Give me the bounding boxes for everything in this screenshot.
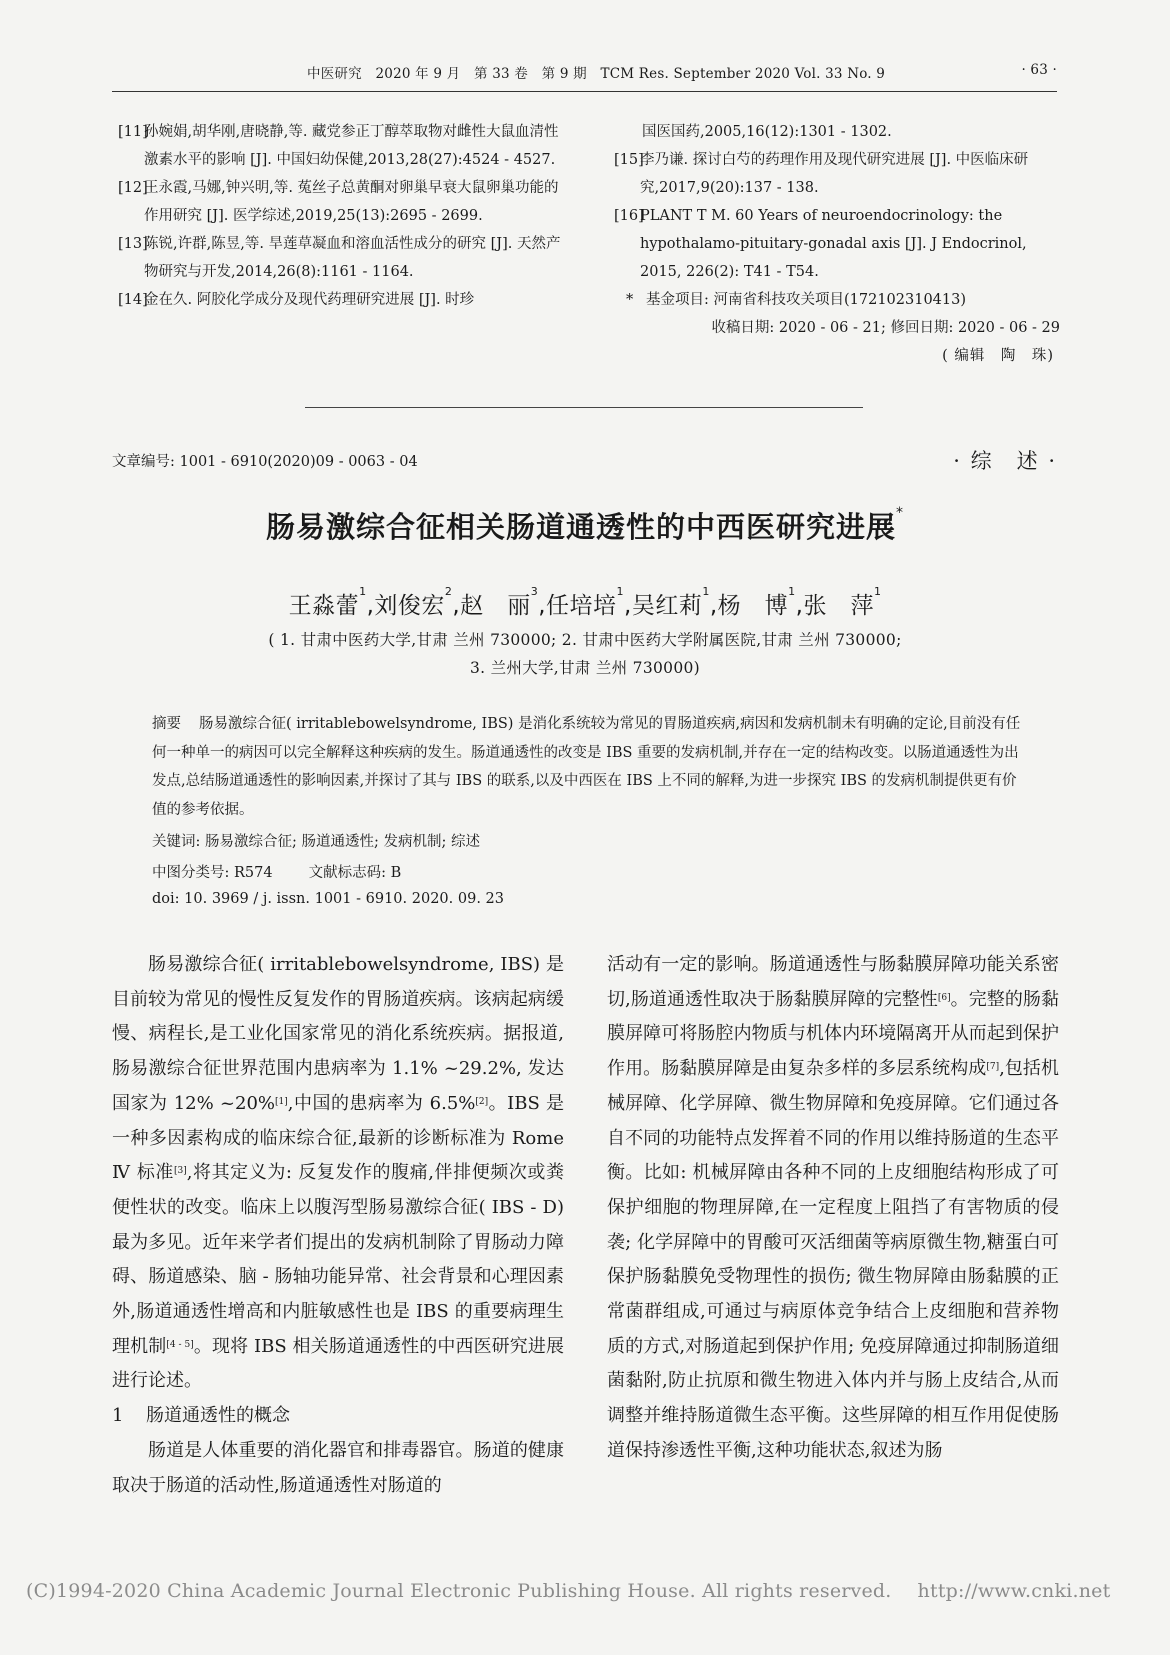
reference-text: 孙婉娟,胡华刚,唐晓静,等. 藏党参正丁醇萃取物对雌性大鼠血清性激素水平的影响 [J]. 中国妇幼保健,2013,28(27):4524 - 4527. (144, 124, 559, 168)
body-paragraph (607, 948, 1059, 1469)
references-left-column (118, 118, 566, 314)
reference-text: 陈锐,许群,陈昱,等. 旱莲草凝血和溶血活性成分的研究 [J]. 天然产物研究与开发,2014,26(8):1161 - 1164. (144, 236, 561, 280)
keywords: 关键词: 肠易激综合征; 肠道通透性; 发病机制; 综述 (152, 834, 480, 850)
author-name: 赵 丽 (460, 593, 531, 619)
article-title-text: 肠易激综合征相关肠道通透性的中西医研究进展 (265, 510, 896, 544)
author-affiliation-mark: 2 (444, 585, 453, 598)
editor-note: ( 编辑 陶 珠) (942, 348, 1054, 364)
citation: [7] (986, 1062, 1000, 1073)
clc-number: 中图分类号: R574 (152, 865, 273, 881)
author-affiliation-mark: 1 (873, 585, 882, 598)
body-paragraph: 肠道是人体重要的消化器官和排毒器官。肠道的健康取决于肠道的活动性,肠道通透性对肠道的 (112, 1439, 564, 1496)
doi: doi: 10. 3969 / j. issn. 1001 - 6910. 2020. 09. 23 (152, 891, 504, 907)
affiliation-line: 3. 兰州大学,甘肃 兰州 730000) (469, 659, 700, 677)
article-separator-rule (305, 407, 863, 408)
article-number: 文章编号: 1001 - 6910(2020)09 - 0063 - 04 (112, 454, 418, 470)
reference-text: 李乃谦. 探讨白芍的药理作用及现代研究进展 [J]. 中医临床研究,2017,9(20):137 - 138. (640, 152, 1029, 196)
author-affiliation-mark: 1 (359, 585, 367, 598)
author-name: 杨 博 (717, 593, 789, 619)
body-text: 肠易激综合征( irritablebowelsyndrome, IBS) 是目前较为常见的慢性反复发作的胃肠道疾病。该病起病缓慢、病程长,是工业化国家常见的消化系统疾病。据报道,肠易激综合征世界范围内患病率为 1.1% ~29.2%, 发达国家为 12% ~20% (112, 954, 564, 1114)
funding-star: * (626, 292, 634, 308)
reference-item (118, 230, 566, 286)
abstract-text: 肠易激综合征( irritablebowelsyndrome, IBS) 是消化系统较为常见的胃肠道疾病,病因和发病机制未有明确的定论,目前没有任何一种单一的病因可以完全解释这种疾病的发生。肠道通透性的改变是 IBS 重要的发病机制,并存在一定的结构改变。以肠道通透性为出发点,总结肠道通透性的影响因素,并探讨了其与 IBS 的联系,以及中西医在 IBS 上不同的解释,为进一步探究 IBS 的发病机制提供更有价值的参考依据。 (152, 716, 1021, 818)
author-name: 任培培 (546, 593, 617, 619)
body-text: 。现将 IBS 相关肠道通透性的中西医研究进展进行论述。 (112, 1335, 564, 1392)
reference-number: [14] (118, 292, 148, 308)
citation: [6] (937, 992, 951, 1003)
journal-meta: 中医研究 2020 年 9 月 第 33 卷 第 9 期 TCM Res. September 2020 Vol. 33 No. 9 (307, 66, 886, 82)
header-rule (112, 91, 1057, 92)
citation: [1] (275, 1096, 288, 1107)
section-tag: · 综 述 · (953, 449, 1057, 473)
author-name: 王淼蕾 (288, 593, 360, 619)
abstract (152, 710, 1022, 824)
citation: [2] (475, 1096, 489, 1107)
abstract-label: 摘要 (152, 716, 181, 732)
author-affiliation-mark: 1 (788, 585, 796, 598)
body-text: 活动有一定的影响。肠道通透性与肠黏膜屏障功能关系密切,肠道通透性取决于肠黏膜屏障的完整性 (607, 954, 1059, 1010)
article-title (0, 505, 1170, 546)
copyright-footer (26, 1580, 1110, 1602)
document-code: 文献标志码: B (308, 865, 402, 881)
author-list: 王淼蕾$^1$,刘俊宏$^2$,赵 丽$^3$,任培培$^1$,吴红莉$^1$,杨 博$^1$,张 萍$^1$ (288, 585, 882, 619)
reference-text: PLANT T M. 60 Years of neuroendocrinology: the hypothalamo-pituitary-gonadal axis [J]. J Endocrinol, 2015, 226(2): T41 - T54. (640, 208, 1027, 280)
reference-item (614, 146, 1060, 202)
reference-number: [15] (614, 152, 644, 168)
page-number: · 63 · (1021, 62, 1057, 78)
body-right-column (607, 948, 1059, 1469)
reference-text: 王永霞,马娜,钟兴明,等. 菟丝子总黄酮对卵巢早衰大鼠卵巢功能的作用研究 [J]. 医学综述,2019,25(13):2695 - 2699. (144, 180, 559, 224)
reference-number: [11] (118, 124, 148, 140)
reference-number: [12] (118, 180, 148, 196)
body-text: ,包括机械屏障、化学屏障、微生物屏障和免疫屏障。它们通过各自不同的功能特点发挥着不同的作用以维持肠道的生态平衡。比如: 机械屏障由各种不同的上皮细胞结构形成了可保护细胞的物理屏障,在一定程度上阻挡了有害物质的侵袭; 化学屏障中的胃酸可灭活细菌等病原微生物,糖蛋白可保护肠黏膜免受物理性的损伤; 微生物屏障由肠黏膜的正常菌群组成,可通过与病原体竞争结合上皮细胞和营养物质的方式,对肠道起到保护作用; 免疫屏障通过抑制肠道细菌黏附,防止抗原和微生物进入体内并与肠上皮结合,从而调整并维持肠道微生态平衡。这些屏障的相互作用促使肠道保持渗透性平衡,这种功能状态,叙述为肠 (607, 1058, 1059, 1461)
footer-url: http://www.cnki.net (917, 1580, 1111, 1602)
citation: [3] (174, 1166, 187, 1177)
body-text: ,将其定义为: 反复发作的腹痛,伴排便频次或粪便性状的改变。临床上以腹泻型肠易激综合征( IBS - D) 最为多见。近年来学者们提出的发病机制除了胃肠动力障碍、肠道感染、脑 - 肠轴功能异常、社会背景和心理因素外,肠道通透性增高和内脏敏感性也是 IBS 的重要病理生理机制 (112, 1162, 564, 1357)
body-paragraph (112, 948, 564, 1399)
references-right-column (614, 118, 1060, 370)
section-heading (112, 1399, 564, 1434)
body-text: 。完整的肠黏膜屏障可将肠腔内物质与机体内环境隔离开从而起到保护作用。肠黏膜屏障是由复杂多样的多层系统构成 (607, 988, 1059, 1080)
reference-item (118, 174, 566, 230)
author-name: 吴红莉 (631, 593, 703, 619)
body-left-column (112, 948, 564, 1503)
received-dates: 收稿日期: 2020 - 06 - 21; 修回日期: 2020 - 06 - 29 (711, 320, 1060, 336)
reference-number: [13] (118, 236, 148, 252)
body-text: 。IBS 是一种多因素构成的临床综合征,最新的诊断标准为 Rome Ⅳ 标准 (112, 1092, 564, 1184)
reference-item (614, 202, 1060, 286)
author-affiliation-mark: 1 (702, 585, 710, 598)
author-name: 刘俊宏 (374, 593, 445, 619)
reference-number: [16] (614, 208, 644, 224)
reference-item (118, 118, 566, 174)
citation: [4 - 5] (166, 1339, 194, 1350)
affiliation-line: ( 1. 甘肃中医药大学,甘肃 兰州 730000; 2. 甘肃中医药大学附属医院,甘肃 兰州 730000; (268, 631, 902, 649)
body-text: ,中国的患病率为 6.5% (287, 1092, 476, 1114)
reference-item (118, 286, 566, 314)
section-number: 1 (112, 1405, 124, 1427)
funding-text: 基金项目: 河南省科技攻关项目(172102310413) (646, 292, 967, 308)
author-name: 张 萍 (803, 593, 874, 619)
author-affiliation-mark: 3 (530, 585, 539, 598)
reference-continuation: 国医国药,2005,16(12):1301 - 1302. (642, 124, 892, 140)
reference-text: 金在久. 阿胶化学成分及现代药理研究进展 [J]. 时珍 (144, 292, 475, 308)
section-title: 肠道通透性的概念 (146, 1405, 290, 1427)
classification-line (152, 861, 401, 882)
funding-note (614, 286, 1060, 314)
title-footnote-mark: * (896, 505, 904, 521)
author-affiliation-mark: 1 (616, 585, 624, 598)
copyright-text: (C)1994-2020 China Academic Journal Electronic Publishing House. All rights reserved. (26, 1580, 892, 1602)
